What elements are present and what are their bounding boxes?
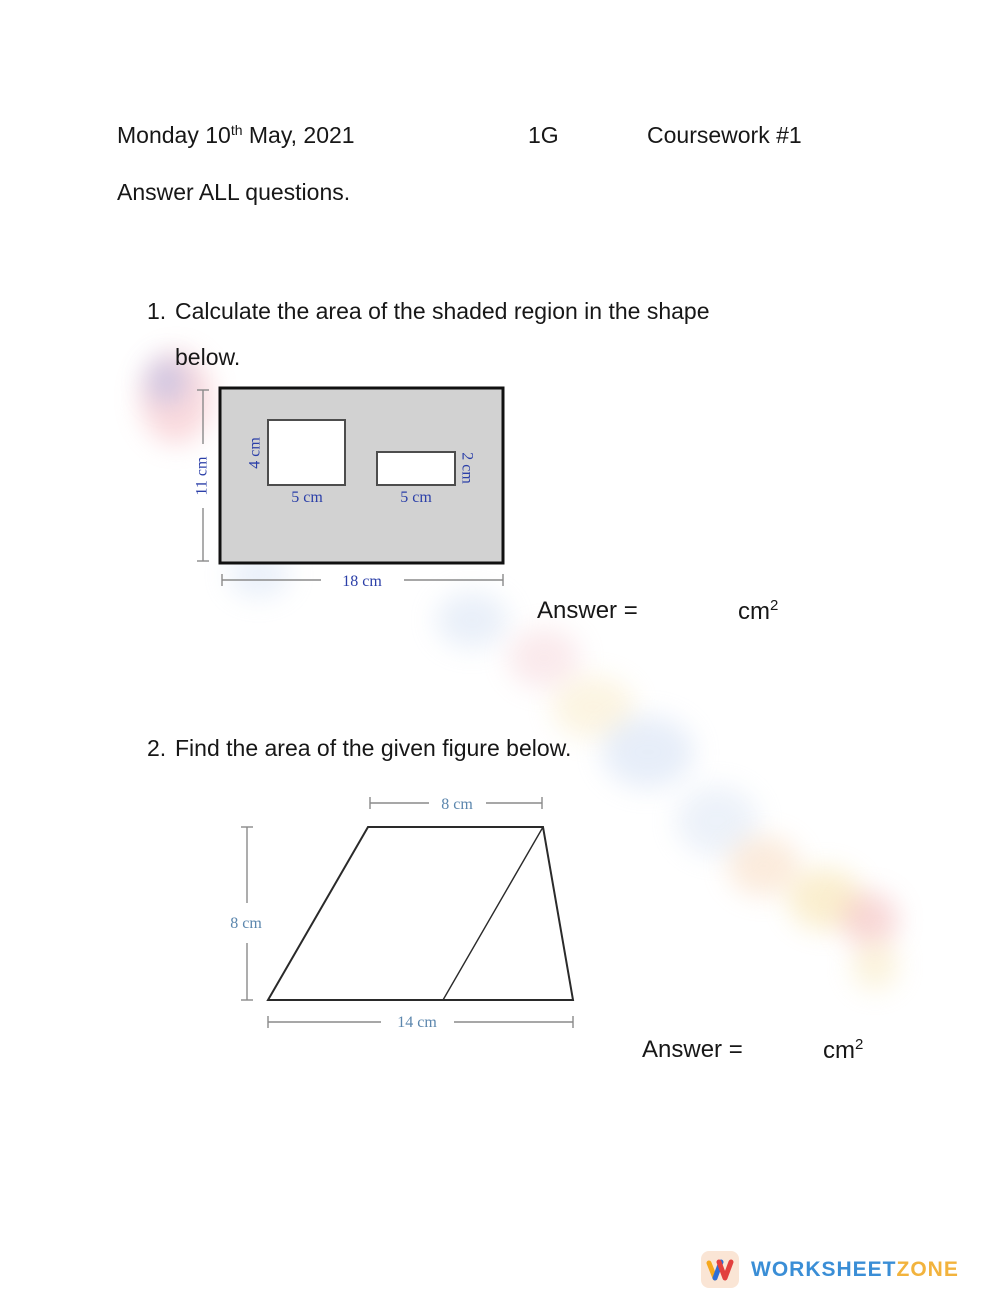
label-5cm-cutout2: 5 cm <box>400 489 432 506</box>
cutout-rectangle-2 <box>377 452 455 485</box>
answer-1-label: Answer = <box>537 597 638 624</box>
trapezoid-diagonal <box>443 827 543 1000</box>
label-left-8cm: 8 cm <box>230 915 262 932</box>
label-5cm-cutout1: 5 cm <box>291 489 323 506</box>
question-1 <box>147 288 710 380</box>
date-superscript: th <box>230 122 243 138</box>
dimension-top-8cm <box>370 796 542 813</box>
watermark-blob <box>676 786 758 856</box>
question-2-number: 2. <box>147 735 167 761</box>
label-11cm: 11 cm <box>193 456 211 496</box>
header-title: Coursework #1 <box>647 122 802 148</box>
label-2cm: 2 cm <box>458 452 476 484</box>
label-18cm: 18 cm <box>342 573 382 590</box>
label-4cm: 4 cm <box>246 437 264 469</box>
label-top-8cm: 8 cm <box>441 796 473 813</box>
watermark-blob <box>852 940 898 990</box>
question-1-number: 1. <box>147 298 167 324</box>
watermark-blob <box>842 892 898 948</box>
watermark-blob <box>602 716 694 788</box>
worksheetzone-w-logo-icon <box>701 1251 739 1288</box>
answer-2-unit: $cm^2$ <box>823 1036 864 1064</box>
answer-1-unit: $cm^2$ <box>738 597 779 625</box>
header-class-code: 1G <box>528 122 559 148</box>
label-14cm: 14 cm <box>397 1014 437 1031</box>
dimension-bottom-14cm <box>268 1014 573 1031</box>
dimension-width-18cm <box>222 573 503 590</box>
watermark-blob <box>508 628 580 688</box>
worksheetzone-footer <box>701 1251 959 1288</box>
brand-zone: ZONE <box>896 1257 959 1281</box>
dimension-height-8cm <box>230 827 262 1000</box>
brand-name <box>751 1258 959 1282</box>
header-date: Monday 10th May, 2021 <box>117 122 355 148</box>
watermark-blob <box>728 836 800 896</box>
brand-worksheet: WORKSHEET <box>751 1257 897 1281</box>
watermark-blob <box>436 592 508 648</box>
figure-1-shaded-region-diagram <box>185 378 515 593</box>
answer-2-label: Answer = <box>642 1036 743 1063</box>
question-1-text-line2: below. <box>175 344 241 370</box>
header-instruction: Answer ALL questions. <box>117 179 351 205</box>
figure-2-trapezoid-diagram <box>205 785 605 1040</box>
question-1-text-line1: Calculate the area of the shaded region in the shape <box>175 298 710 324</box>
question-2-text: Find the area of the given figure below. <box>175 735 572 761</box>
dimension-height-11cm <box>194 390 211 561</box>
cutout-rectangle-1 <box>268 420 345 485</box>
question-2 <box>147 725 571 771</box>
watermark-blob <box>788 868 862 930</box>
